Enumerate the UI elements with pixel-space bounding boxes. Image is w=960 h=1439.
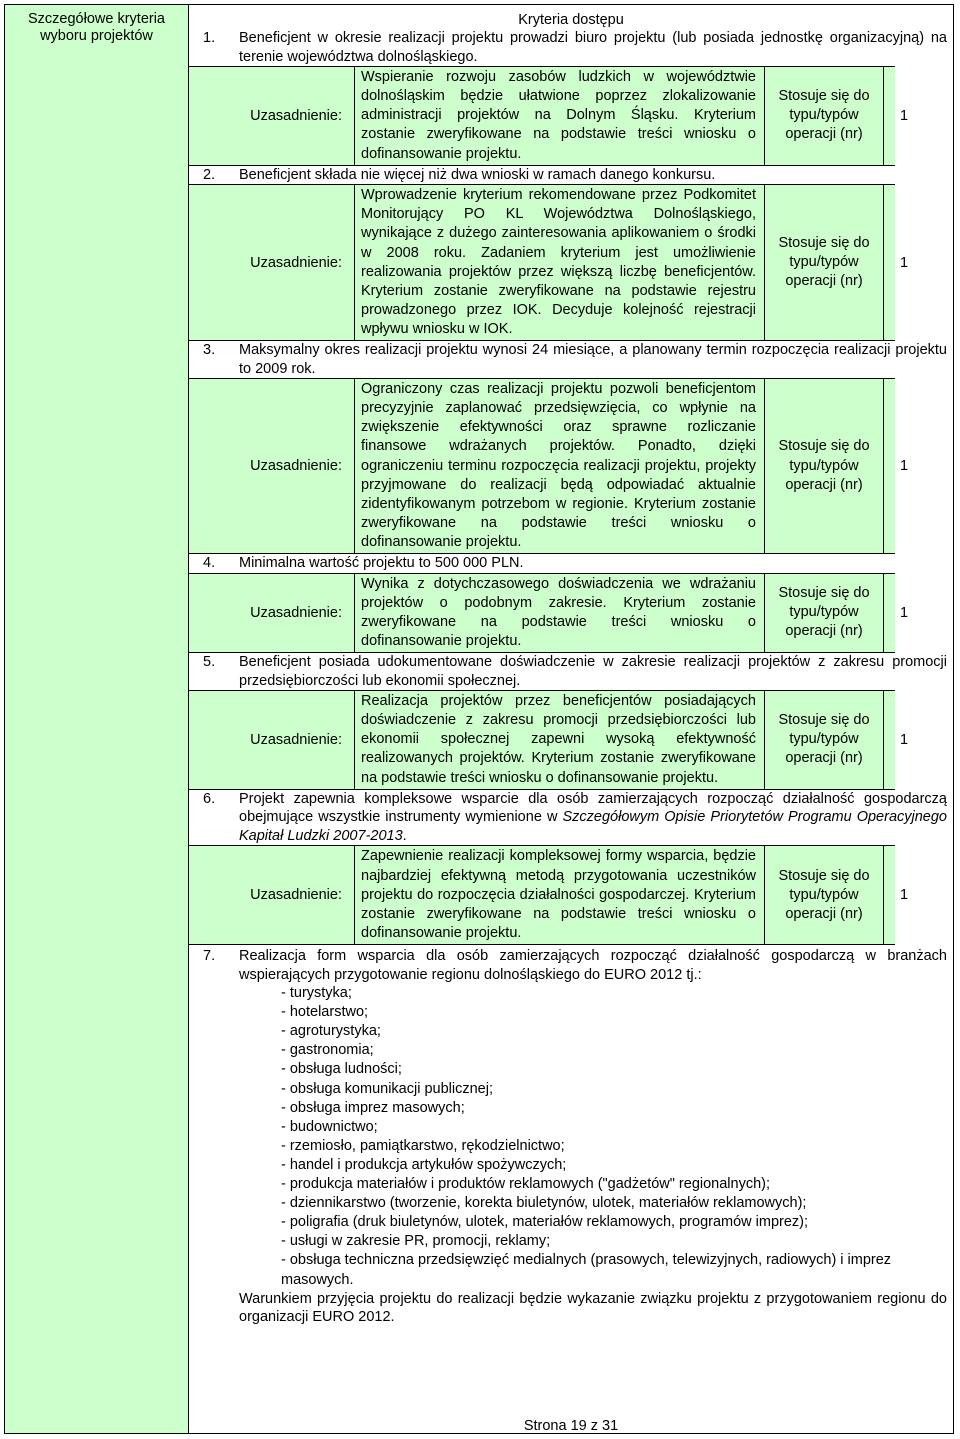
applies-to: Stosuje się do typu/typów operacji (nr) [765,185,884,340]
criterion-2 [189,166,953,185]
criterion-number: 4. [203,555,216,572]
content-cell [189,5,953,1433]
list-item: - poligrafia (druk biuletynów, ulotek, materiałów reklamowych, programów imprez); [281,1214,809,1231]
criterion-text: Beneficjent posiada udokumentowane doświadczenie w zakresie realizacji projektów z zakresu promocji przedsiębiorczości lub ekonomii społecznej. [239,654,947,689]
criterion-number: 5. [203,654,216,670]
list-item: - handel i produkcja artykułów spożywczych; [281,1156,567,1173]
branch-list [189,984,953,1290]
justification-row-6 [189,845,909,944]
criterion-5 [189,653,953,690]
list-item: - produkcja materiałów i produktów reklamowych ("gadżetów" regionalnych); [281,1176,771,1193]
justification-text: Zapewnienie realizacji kompleksowej formy wsparcia, będzie najbardziej efektywną metodą przygotowania uczestników projektu do rozpoczęcia działalności gospodarczej. Kryterium zostanie zweryfikowane na podstawie treści wniosku o dofinansowanie projektu. [355,846,765,943]
criterion-7 [189,947,953,984]
justification-row-2 [189,184,909,341]
criterion-text-start: Projekt zapewnia kompleksowe wsparcie dla osób zamierzających rozpocząć działalność gospodarczą obejmujące wszystkie instrumenty wymienione w [239,790,947,826]
justification-row-3 [189,378,909,554]
list-item: - obsługa techniczna przedsięwzięć medialnych (prasowych, telewizyjnych, radiowych) i imprez masowych. [281,1252,892,1288]
applies-to: Stosuje się do typu/typów operacji (nr) [765,846,884,943]
criterion-text: Beneficjent składa nie więcej niż dwa wnioski w ramach danego konkursu. [239,166,716,183]
criterion-number: 3. [203,342,216,358]
criterion-3 [189,341,953,378]
list-item: - turystyka; [281,985,352,1002]
justification-text: Realizacja projektów przez beneficjentów posiadających doświadczenie z zakresu promocji przedsiębiorczości lub ekonomii społecznej zapewni wysoką efektywność realizowanych projektów. Kryterium zostanie zweryfikowane na podstawie treści wniosku o dofinansowanie projektu. [355,691,765,788]
justification-label: Uzasadnienie: [189,185,355,340]
criterion-number: 1. [203,30,216,46]
criterion-number: 7. [203,947,216,964]
criterion-number: 2. [203,166,216,183]
justification-text: Ograniczony czas realizacji projektu pozwoli beneficjentom precyzyjnie zaplanować przedsięwzięcia, co wpłynie na zwiększenie efektywności oraz sprawne rozliczanie finansowe wdrażanych projektów. Ponadto, dzięki ograniczeniu terminu rozpoczęcia realizacji projektu, projekty przyjmowane do realizacji będą odpowiadać aktualnie zidentyfikowanym potrzebom w regionie. Kryterium zostanie zweryfikowane na podstawie treści wniosku o dofinansowanie projektu. [355,379,765,553]
criterion-number: 6. [203,790,216,807]
criterion-text: Minimalna wartość projektu to 500 000 PLN. [239,555,524,572]
criterion-text-italic: Szczegółowym Opisie Priorytetów Programu Operacyjnego Kapitał Ludzki 2007-2013 [239,809,947,844]
left-header-cell [5,5,189,1433]
criterion-6 [189,790,953,846]
justification-label: Uzasadnienie: [189,67,355,164]
justification-row-4 [189,573,909,653]
list-item: - gastronomia; [281,1042,374,1059]
criterion-4 [189,554,953,573]
list-item: - dziennikarstwo (tworzenie, korekta biuletynów, ulotek, materiałów reklamowych); [281,1195,807,1212]
justification-row-5 [189,690,909,789]
list-item: - obsługa komunikacji publicznej; [281,1080,493,1097]
applies-to: Stosuje się do typu/typów operacji (nr) [765,691,884,788]
list-item: - obsługa ludności; [281,1061,402,1078]
justification-label: Uzasadnienie: [189,846,355,943]
justification-row-1 [189,66,909,165]
justification-label: Uzasadnienie: [189,379,355,553]
criterion-7-closing [189,1290,953,1327]
list-item: - agroturystyka; [281,1023,381,1040]
left-header: Szczegółowe kryteria wyboru projektów [28,11,165,44]
score: 1 [899,604,909,621]
justification-text: Wspieranie rozwoju zasobów ludzkich w województwie dolnośląskim będzie ułatwione poprzez zlokalizowanie administracji projektów na Dolnym Śląsku. Kryterium zostanie zweryfikowane na podstawie treści wniosku o dofinansowanie projektu. [355,67,765,164]
closing-text: Warunkiem przyjęcia projektu do realizacji będzie wykazanie związku projektu z przygotowaniem regionu do organizacji EURO 2012. [239,1290,947,1326]
score: 1 [899,731,909,748]
justification-text: Wprowadzenie kryterium rekomendowane przez Podkomitet Monitorujący PO KL Województwa Dolnośląskiego, wynikające z dużego zainteresowania aplikowaniem o środki w 2008 roku. Zadaniem kryterium jest umożliwienie realizowania projektów przez większą liczbę beneficjentów. Kryterium zostanie zweryfikowane na podstawie rejestru prowadzonego przez IOK. Decyduje kolejność rejestracji wpływu wniosku w IOK. [355,185,765,340]
list-item: - rzemiosło, pamiątkarstwo, rękodzielnictwo; [281,1137,565,1154]
score: 1 [899,107,909,124]
list-item: - usługi w zakresie PR, promocji, reklamy; [281,1233,551,1250]
applies-to: Stosuje się do typu/typów operacji (nr) [765,67,884,164]
section-title: Kryteria dostępu [518,12,624,28]
criterion-text-end: . [402,827,407,844]
applies-to: Stosuje się do typu/typów operacji (nr) [765,379,884,553]
criterion-text: Maksymalny okres realizacji projektu wynosi 24 miesiące, a planowany termin rozpoczęcia realizacji projektu to 2009 rok. [239,342,947,377]
justification-text: Wynika z dotychczasowego doświadczenia we wdrażaniu projektów o podobnym zakresie. Kryterium zostanie zweryfikowane na podstawie treści wniosku o dofinansowanie projektu. [355,574,765,652]
criterion-text: Realizacja form wsparcia dla osób zamierzających rozpocząć działalność gospodarczą w branżach wspierających przygotowanie regionu dolnośląskiego do EURO 2012 tj.: [239,947,947,983]
criterion-text: Beneficjent w okresie realizacji projektu prowadzi biuro projektu (lub posiada jednostkę organizacyjną) na terenie województwa dolnośląskiego. [239,30,947,65]
score: 1 [899,887,909,904]
list-item: - obsługa imprez masowych; [281,1099,465,1116]
criteria-table [4,4,954,1434]
justification-label: Uzasadnienie: [189,574,355,652]
criterion-text [239,790,947,846]
list-item: - hotelarstwo; [281,1004,369,1021]
list-item: - budownictwo; [281,1118,378,1135]
justification-label: Uzasadnienie: [189,691,355,788]
score: 1 [899,458,909,475]
criterion-1 [189,29,953,66]
page-footer: Strona 19 z 31 [523,1418,619,1434]
applies-to: Stosuje się do typu/typów operacji (nr) [765,574,884,652]
score: 1 [899,254,909,271]
